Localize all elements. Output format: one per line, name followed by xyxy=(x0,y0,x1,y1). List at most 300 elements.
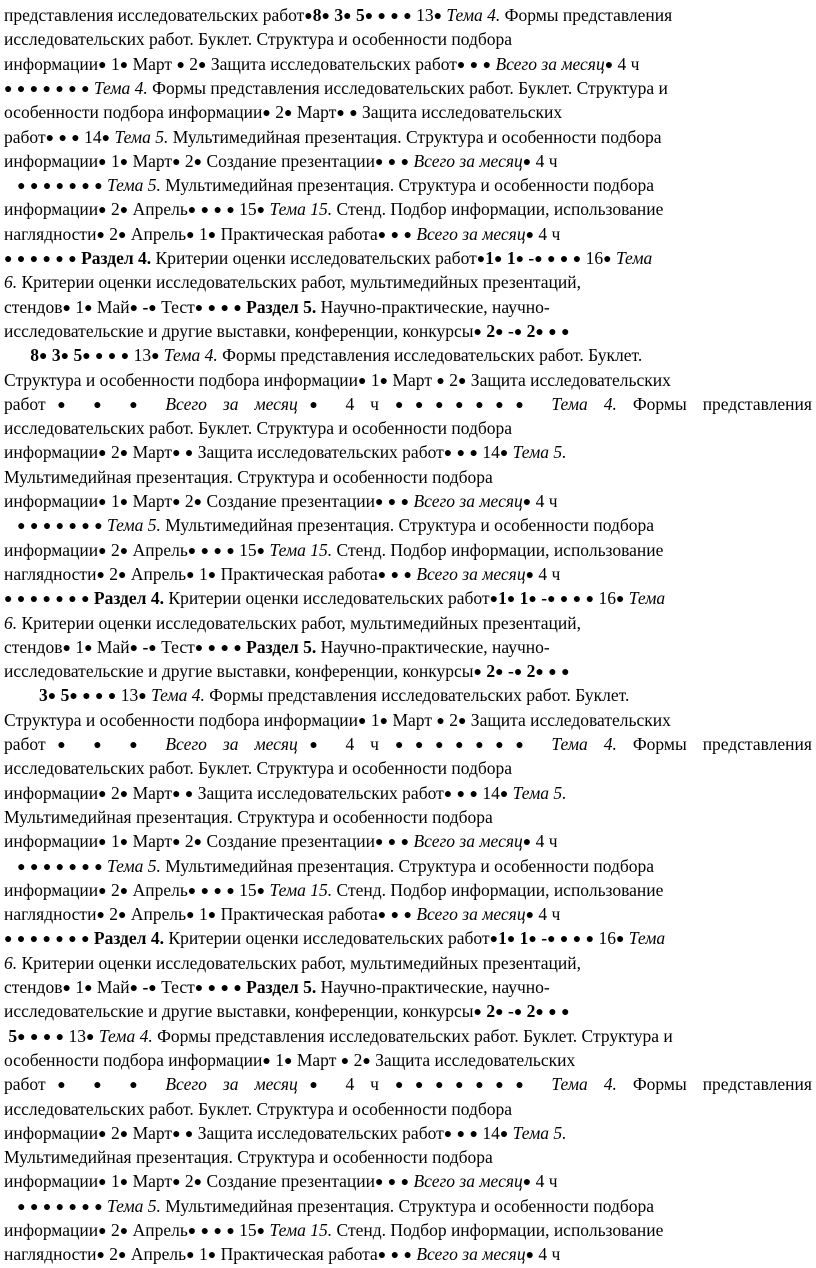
bullet-icon: ● xyxy=(198,57,207,73)
text-run: 2 xyxy=(104,563,119,584)
text-run xyxy=(4,856,17,876)
bullet-icon: ● xyxy=(96,227,105,243)
bullet-icon: ● xyxy=(148,640,157,656)
text-run: 4 ч xyxy=(613,53,640,74)
text-run xyxy=(386,904,390,924)
text-run: Формы представления xyxy=(616,734,812,754)
text-line xyxy=(4,707,812,733)
text-run xyxy=(386,564,390,584)
text-run: Защита исследовательских xyxy=(466,709,671,730)
bullet-icon: ● xyxy=(118,567,127,583)
italic-text: Тема 15. xyxy=(269,199,333,220)
text-run: информации xyxy=(4,831,99,852)
text-run: 4 ч xyxy=(329,1074,395,1095)
text-run xyxy=(581,588,585,608)
text-line xyxy=(4,221,812,247)
bullet-icon: ● xyxy=(522,1175,532,1191)
bullet-icon: ● xyxy=(256,1224,266,1239)
bullet-icon: ● xyxy=(98,203,107,219)
bold-text: Раздел 4. xyxy=(81,248,152,268)
text-run: Критерии оценки исследовательских работ xyxy=(151,248,477,268)
text-line xyxy=(4,464,812,490)
text-run: Защита исследовательских работ xyxy=(193,442,444,463)
bullet-icon: ● xyxy=(184,446,194,462)
bullet-icon: ● xyxy=(390,567,400,583)
bullet-icon: ● xyxy=(119,154,129,170)
bullet-icon: ● xyxy=(55,1199,65,1215)
text-run: Март xyxy=(128,782,173,803)
bullet-icon: ● xyxy=(374,495,384,510)
text-line xyxy=(4,367,812,393)
bullet-icon: ● xyxy=(475,397,496,413)
text-line xyxy=(4,1120,812,1146)
bullet-icon: ● xyxy=(585,932,595,948)
text-run: Март xyxy=(388,369,437,390)
bold-text: 3 xyxy=(39,685,48,706)
bullet-icon: ● xyxy=(340,1053,350,1069)
text-run: 2 xyxy=(106,199,120,220)
bullet-icon: ● xyxy=(469,786,478,802)
bullet-icon: ● xyxy=(572,932,582,948)
bullet-icon: ● xyxy=(148,981,157,996)
text-run: Март xyxy=(292,102,337,123)
bullet-icon: ● xyxy=(435,1078,456,1094)
bold-text: 1 xyxy=(519,928,529,949)
text-run: 1 xyxy=(194,223,208,244)
text-run: Май xyxy=(92,977,130,997)
text-line xyxy=(4,658,812,684)
bullet-icon: ● xyxy=(499,786,509,802)
text-run xyxy=(535,734,551,754)
bullet-icon: ● xyxy=(119,883,129,899)
bullet-icon: ● xyxy=(495,1078,516,1094)
text-run: 14 xyxy=(79,126,102,147)
bullet-icon: ● xyxy=(358,713,367,729)
text-run: Создание презентации xyxy=(202,831,375,852)
text-run xyxy=(64,515,68,535)
bullet-icon: ● xyxy=(68,1199,77,1215)
bullet-icon: ● xyxy=(213,1224,222,1239)
bullet-icon: ● xyxy=(572,252,582,267)
text-run: Стенд. Подбор информации, использование xyxy=(332,199,664,220)
italic-text: Всего за месяц xyxy=(165,734,298,754)
bullet-icon: ● xyxy=(186,908,195,924)
text-run xyxy=(51,1196,55,1216)
bullet-icon: ● xyxy=(84,640,93,656)
text-line xyxy=(4,512,812,538)
bullet-icon: ● xyxy=(186,227,195,243)
bullet-icon: ● xyxy=(559,932,569,948)
text-run: 15 xyxy=(234,199,257,220)
text-line xyxy=(4,1241,812,1267)
text-run: Март xyxy=(128,1171,173,1192)
bullet-icon: ● xyxy=(297,738,330,753)
text-line xyxy=(4,634,812,660)
bullet-icon: ● xyxy=(457,373,467,389)
bullet-icon: ● xyxy=(226,203,235,219)
bullet-icon: ● xyxy=(172,1126,181,1142)
bullet-icon: ● xyxy=(17,1029,26,1045)
bullet-icon: ● xyxy=(187,883,197,899)
bold-text: Раздел 5. xyxy=(246,977,317,997)
bullet-icon: ● xyxy=(522,835,532,851)
italic-text: Тема 4. xyxy=(551,393,617,414)
bullet-icon: ● xyxy=(403,1248,412,1264)
text-run: 2 xyxy=(270,102,284,123)
bullet-icon: ● xyxy=(321,9,330,24)
text-run: Апрель xyxy=(126,904,187,925)
text-run: представления исследовательских работ xyxy=(4,5,305,25)
bullet-icon: ● xyxy=(95,349,104,365)
bullet-icon: ● xyxy=(81,592,90,608)
text-run: Критерии оценки исследовательских работ xyxy=(164,928,490,949)
bullet-icon: ● xyxy=(47,689,57,705)
bullet-icon: ● xyxy=(233,300,242,316)
bullet-icon: ● xyxy=(377,908,387,924)
bold-text: 3 xyxy=(51,345,61,366)
text-run: 2 xyxy=(180,1171,194,1192)
bullet-icon: ● xyxy=(547,252,556,267)
text-run xyxy=(535,1074,551,1094)
bullet-icon: ● xyxy=(561,324,570,340)
text-run: работ xyxy=(4,393,46,414)
bullet-icon: ● xyxy=(513,324,523,340)
italic-text: Всего за месяц xyxy=(413,1171,523,1192)
text-line xyxy=(4,998,812,1024)
text-line xyxy=(4,172,812,198)
bullet-icon: ● xyxy=(256,883,266,899)
bold-text: 3 xyxy=(334,5,344,25)
bullet-icon: ● xyxy=(193,835,203,851)
bullet-icon: ● xyxy=(107,689,117,705)
text-run: работ xyxy=(4,1074,46,1095)
bold-text: 5 xyxy=(60,685,70,706)
bullet-icon: ● xyxy=(603,252,612,267)
text-run: Структура и особенности подбора информации xyxy=(4,369,359,390)
text-run xyxy=(396,1171,400,1191)
bullet-icon: ● xyxy=(615,592,625,608)
italic-text: Тема 5. xyxy=(114,126,169,147)
bullet-icon: ● xyxy=(98,543,107,559)
italic-text: Тема 5. xyxy=(512,782,567,803)
italic-text: 6. xyxy=(4,612,18,633)
bullet-icon: ● xyxy=(493,252,503,267)
bullet-icon: ● xyxy=(476,252,486,267)
italic-text: 6. xyxy=(4,952,18,973)
bullet-icon: ● xyxy=(68,859,77,875)
bullet-icon: ● xyxy=(559,252,569,267)
text-run: 2 xyxy=(106,442,120,463)
bullet-icon: ● xyxy=(4,592,13,608)
bullet-icon: ● xyxy=(207,300,217,316)
text-run: 2 xyxy=(444,369,458,390)
text-run: особенности подбора информации xyxy=(4,1049,263,1070)
bullet-icon: ● xyxy=(39,349,48,365)
bullet-icon: ● xyxy=(4,252,13,267)
bullet-icon: ● xyxy=(207,567,217,583)
text-line xyxy=(4,75,812,101)
text-line xyxy=(4,2,812,28)
text-run xyxy=(203,637,207,657)
bullet-icon: ● xyxy=(297,397,330,413)
text-run: Практическая работа xyxy=(216,563,378,584)
bullet-icon: ● xyxy=(436,373,445,389)
text-line xyxy=(4,682,812,708)
bullet-icon: ● xyxy=(561,1005,570,1021)
bullet-icon: ● xyxy=(120,349,130,365)
text-run xyxy=(581,928,585,948)
bullet-icon: ● xyxy=(94,519,103,535)
bullet-icon: ● xyxy=(364,9,374,24)
bullet-icon: ● xyxy=(55,519,65,535)
text-line xyxy=(4,1047,812,1073)
bullet-icon: ● xyxy=(433,9,443,24)
bullet-icon: ● xyxy=(29,81,39,97)
italic-text: Всего за месяц xyxy=(495,53,605,74)
italic-text: Всего за месяц xyxy=(416,563,526,584)
text-run: 4 ч xyxy=(534,904,561,925)
italic-text: Тема 5. xyxy=(107,1195,161,1216)
text-run: 4 ч xyxy=(531,150,558,171)
text-line xyxy=(4,853,812,879)
text-line xyxy=(4,780,812,806)
text-line xyxy=(4,245,812,271)
bullet-icon: ● xyxy=(16,81,26,97)
text-run xyxy=(51,1026,55,1046)
bullet-icon: ● xyxy=(534,252,543,267)
italic-text: Тема 4. xyxy=(98,1025,153,1046)
text-line xyxy=(4,1096,812,1122)
italic-text: Всего за месяц xyxy=(416,223,526,244)
bullet-icon: ● xyxy=(207,1248,217,1264)
bullet-icon: ● xyxy=(17,519,26,535)
bullet-icon: ● xyxy=(226,883,235,899)
text-run: Март xyxy=(128,150,173,171)
bullet-icon: ● xyxy=(172,446,181,462)
bullet-icon: ● xyxy=(81,81,90,97)
text-run: 4 ч xyxy=(329,393,395,414)
text-run: стендов xyxy=(4,636,63,657)
text-run xyxy=(373,5,377,25)
text-run xyxy=(149,734,165,754)
bullet-icon: ● xyxy=(118,1248,127,1264)
bullet-icon: ● xyxy=(213,543,222,559)
text-run: Критерии оценки исследовательских работ, мультимедийных презентаций, xyxy=(17,272,581,293)
text-run: 14 xyxy=(477,782,500,803)
bullet-icon: ● xyxy=(262,1053,271,1069)
bullet-icon: ● xyxy=(107,349,117,365)
bullet-icon: ● xyxy=(469,446,478,462)
text-run: 2 xyxy=(104,904,119,925)
text-run xyxy=(196,199,200,219)
bullet-icon: ● xyxy=(482,57,492,73)
text-run: Создание презентации xyxy=(202,1171,375,1192)
text-run: Мультимедийная презентация. Структура и особенности подбора xyxy=(4,466,493,487)
bullet-icon: ● xyxy=(200,883,210,899)
text-run: Мультимедийная презентация. Структура и особенности подбора xyxy=(160,1195,655,1216)
bullet-icon: ● xyxy=(16,592,26,608)
text-line xyxy=(4,99,812,125)
bullet-icon: ● xyxy=(98,1224,107,1239)
text-line xyxy=(4,828,812,854)
bullet-icon: ● xyxy=(377,1248,387,1264)
bullet-icon: ● xyxy=(151,349,160,365)
text-run: Апрель xyxy=(128,879,188,900)
bullet-icon: ● xyxy=(548,665,557,681)
text-run: 4 ч xyxy=(531,1171,558,1192)
bullet-icon: ● xyxy=(172,835,181,851)
text-run xyxy=(396,831,400,851)
text-run: 2 xyxy=(106,782,120,803)
bullet-icon: ● xyxy=(390,9,399,24)
bullet-icon: ● xyxy=(42,252,51,267)
bullet-icon: ● xyxy=(525,1248,535,1264)
bold-text: 5 xyxy=(73,345,83,366)
italic-text: Тема 5. xyxy=(512,1122,567,1143)
text-run: Критерии оценки исследовательских работ, мультимедийных презентаций, xyxy=(17,612,581,633)
bullet-icon: ● xyxy=(71,130,80,146)
bullet-icon: ● xyxy=(94,1199,103,1215)
text-run: Март xyxy=(128,491,173,511)
bullet-icon: ● xyxy=(585,592,595,608)
text-run xyxy=(77,734,93,754)
text-run: Март xyxy=(128,1122,173,1143)
text-run: Защита исследовательских работ xyxy=(193,1122,444,1143)
text-run: информации xyxy=(4,1171,99,1192)
bullet-icon: ● xyxy=(548,324,557,340)
text-run xyxy=(51,856,55,876)
bullet-icon: ● xyxy=(45,130,55,146)
bullet-icon: ● xyxy=(522,154,532,170)
italic-text: Всего за месяц xyxy=(413,491,523,511)
bullet-icon: ● xyxy=(515,738,536,753)
text-run: Стенд. Подбор информации, использование xyxy=(332,1220,664,1240)
bullet-icon: ● xyxy=(96,1248,105,1264)
text-run: Научно-практические, научно- xyxy=(316,296,550,317)
text-run xyxy=(452,442,456,462)
text-run: 2 xyxy=(180,831,194,852)
bullet-icon: ● xyxy=(81,1199,90,1215)
bullet-icon: ● xyxy=(495,397,516,413)
bullet-icon: ● xyxy=(187,543,197,559)
bullet-icon: ● xyxy=(415,738,436,753)
bullet-icon: ● xyxy=(81,519,90,535)
bullet-icon: ● xyxy=(528,932,537,948)
text-run: Апрель xyxy=(126,1244,187,1265)
bullet-icon: ● xyxy=(93,1078,114,1094)
bold-text: - xyxy=(528,248,535,268)
italic-text: Тема 15. xyxy=(269,1220,333,1240)
bullet-icon: ● xyxy=(455,397,476,413)
text-line xyxy=(4,318,812,344)
bullet-icon: ● xyxy=(379,713,389,729)
text-run: 13 xyxy=(64,1025,86,1046)
text-run: 1 xyxy=(270,1049,284,1070)
text-run: 4 ч xyxy=(531,491,558,511)
bullet-icon: ● xyxy=(29,592,39,608)
text-run: 1 xyxy=(70,296,85,317)
text-run: Мультимедийная презентация. Структура и особенности подбора xyxy=(160,515,655,536)
text-line xyxy=(4,877,812,903)
text-run: 16 xyxy=(594,588,616,609)
text-run xyxy=(386,1244,390,1264)
text-run: Формы представления xyxy=(616,1074,812,1095)
text-run xyxy=(113,734,129,754)
text-run: работ xyxy=(4,126,46,147)
text-run: Апрель xyxy=(126,223,187,244)
bullet-icon: ● xyxy=(55,81,64,97)
bullet-icon: ● xyxy=(55,179,65,195)
italic-text: Всего за месяц xyxy=(413,831,523,852)
text-run: информации xyxy=(4,782,99,803)
bold-text: Раздел 5. xyxy=(246,296,317,317)
bullet-icon: ● xyxy=(176,57,185,73)
bullet-icon: ● xyxy=(525,227,535,243)
bullet-icon: ● xyxy=(45,397,78,413)
text-run: 4 ч xyxy=(531,831,558,852)
text-run: информации xyxy=(4,199,99,220)
bullet-icon: ● xyxy=(297,1078,330,1094)
text-run: Защита исследовательских работ xyxy=(206,53,457,74)
bullet-icon: ● xyxy=(82,349,91,365)
bullet-icon: ● xyxy=(29,252,39,267)
italic-text: Тема xyxy=(628,928,666,949)
bullet-icon: ● xyxy=(17,179,26,195)
bullet-icon: ● xyxy=(84,981,93,996)
text-run xyxy=(38,588,42,608)
bullet-icon: ● xyxy=(118,227,127,243)
bullet-icon: ● xyxy=(4,81,13,97)
text-run: Март xyxy=(292,1049,341,1070)
bullet-icon: ● xyxy=(515,397,536,413)
bullet-icon: ● xyxy=(506,592,516,608)
text-run: Апрель xyxy=(128,539,188,560)
bullet-icon: ● xyxy=(304,9,313,24)
italic-text: Тема 5. xyxy=(107,855,161,876)
text-run xyxy=(196,1220,200,1240)
bullet-icon: ● xyxy=(62,640,71,656)
bullet-icon: ● xyxy=(284,106,293,122)
text-line xyxy=(4,415,812,441)
text-run xyxy=(64,856,68,876)
bullet-icon: ● xyxy=(436,713,445,729)
bullet-icon: ● xyxy=(615,932,625,948)
bullet-icon: ● xyxy=(535,324,544,340)
bullet-icon: ● xyxy=(394,397,416,413)
bullet-icon: ● xyxy=(213,203,222,219)
bold-text: - xyxy=(142,296,149,317)
text-run: исследовательские и другие выставки, конференции, конкурсы xyxy=(4,661,474,682)
text-run: информации xyxy=(4,539,99,560)
bullet-icon: ● xyxy=(119,835,129,851)
bullet-icon: ● xyxy=(547,932,556,948)
bullet-icon: ● xyxy=(184,1126,194,1142)
bullet-icon: ● xyxy=(200,543,210,559)
bullet-icon: ● xyxy=(119,1126,129,1142)
bullet-icon: ● xyxy=(535,1005,544,1021)
text-run: 1 xyxy=(106,1171,120,1192)
bullet-icon: ● xyxy=(119,57,129,73)
text-run: Стенд. Подбор информации, использование xyxy=(332,539,664,560)
text-run: информации xyxy=(4,150,99,171)
text-run xyxy=(196,540,200,560)
text-run xyxy=(38,928,42,948)
bullet-icon: ● xyxy=(336,106,345,122)
text-run: 14 xyxy=(477,442,500,463)
italic-text: Тема 4. xyxy=(163,345,218,366)
bullet-icon: ● xyxy=(68,252,77,267)
text-run: исследовательские и другие выставки, конференции, конкурсы xyxy=(4,320,474,341)
